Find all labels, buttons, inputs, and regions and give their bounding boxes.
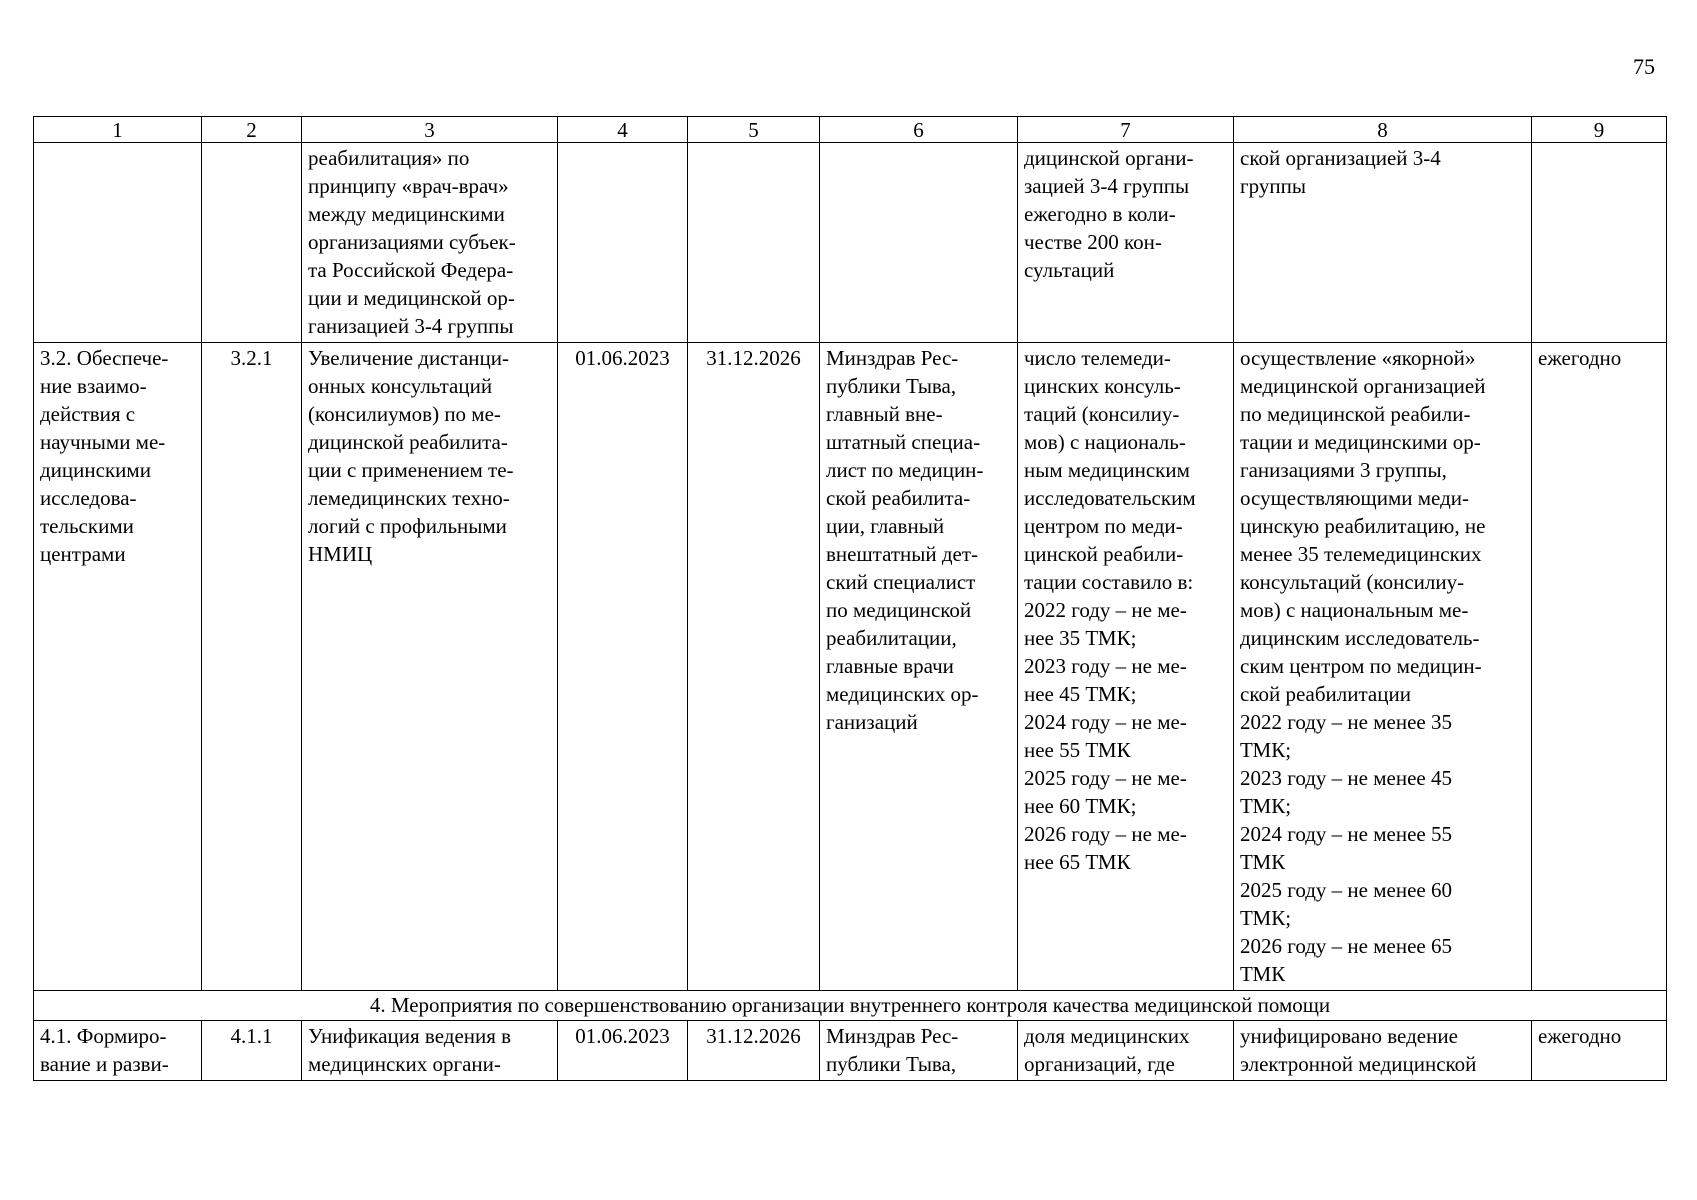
table-cell: ской организацией 3-4 группы [1234,143,1532,343]
table-cell: дицинской органи- зацией 3-4 группы ежегодно в коли- честве 200 кон- сультаций [1018,143,1234,343]
start-date-cell: 01.06.2023 [558,1021,688,1081]
column-header: 1 [34,117,202,143]
action-plan-table [33,116,1667,1081]
table-cell [34,143,202,343]
column-header: 8 [1234,117,1532,143]
end-date-cell: 31.12.2026 [688,1021,820,1081]
frequency-cell: ежегодно [1532,1021,1667,1081]
indicator-cell: число телемеди- цинских консуль- таций (консилиу- мов) с националь- ным медицинским исследовательским центром по меди- цинской реабили- тации составило в: 2022 году – не ме- нее 35 ТМК; 2023 году – не ме- нее 45 ТМК; 2024 году – не ме- нее 55 ТМК 2025 году – не ме- нее 60 ТМК; 2026 году – не ме- нее 65 ТМК [1018,343,1234,991]
measure-number-cell: 3.2.1 [202,343,302,991]
column-number-row [34,117,1667,143]
result-cell: осуществление «якорной» медицинской организацией по медицинской реабили- тации и медицинскими ор- ганизациями 3 группы, осуществляющими меди- цинскую реабилитацию, не менее 35 телемедицинских консультаций (консилиу- мов) с национальным ме- дицинским исследователь- ским центром по медицин- ской реабилитации 2022 году – не менее 35 ТМК; 2023 году – не менее 45 ТМК; 2024 году – не менее 55 ТМК 2025 году – не менее 60 ТМК; 2026 году – не менее 65 ТМК [1234,343,1532,991]
measure-number-cell: 4.1.1 [202,1021,302,1081]
frequency-cell: ежегодно [1532,343,1667,991]
result-cell: унифицировано ведение электронной медицинской [1234,1021,1532,1081]
table-cell [202,143,302,343]
indicator-cell: доля медицинских организаций, где [1018,1021,1234,1081]
table-cell: реабилитация» по принципу «врач-врач» между медицинскими организациями субъек- та Российской Федера- ции и медицинской ор- ганизацией 3-4 группы [302,143,558,343]
column-header: 2 [202,117,302,143]
column-header: 9 [1532,117,1667,143]
section-title: 4. Мероприятия по совершенствованию организации внутреннего контроля качества медицинской помощи [34,991,1667,1021]
table-row-4-1 [34,1021,1667,1081]
column-header: 4 [558,117,688,143]
table-row-continuation [34,143,1667,343]
task-name-cell: 3.2. Обеспече- ние взаимо- действия с научными ме- дицинскими исследова- тельскими центрами [34,343,202,991]
responsible-cell: Минздрав Рес- публики Тыва, [820,1021,1018,1081]
end-date-cell: 31.12.2026 [688,343,820,991]
page-number: 75 [1633,54,1655,79]
measure-description-cell: Увеличение дистанци- онных консультаций (консилиумов) по ме- дицинской реабилита- ции с применением те- лемедицинских техно- логий с профильными НМИЦ [302,343,558,991]
table-cell [688,143,820,343]
table-cell [820,143,1018,343]
table-cell [558,143,688,343]
responsible-cell: Минздрав Рес- публики Тыва, главный вне- штатный специа- лист по медицин- ской реабилита- ции, главный внештатный дет- ский специалист по медицинской реабилитации, главные врачи медицинских ор- ганизаций [820,343,1018,991]
table-cell [1532,143,1667,343]
task-name-cell: 4.1. Формиро- вание и разви- [34,1021,202,1081]
section-row-4 [34,991,1667,1021]
column-header: 5 [688,117,820,143]
measure-description-cell: Унификация ведения в медицинских органи- [302,1021,558,1081]
column-header: 6 [820,117,1018,143]
table-row-3-2 [34,343,1667,991]
column-header: 3 [302,117,558,143]
start-date-cell: 01.06.2023 [558,343,688,991]
column-header: 7 [1018,117,1234,143]
